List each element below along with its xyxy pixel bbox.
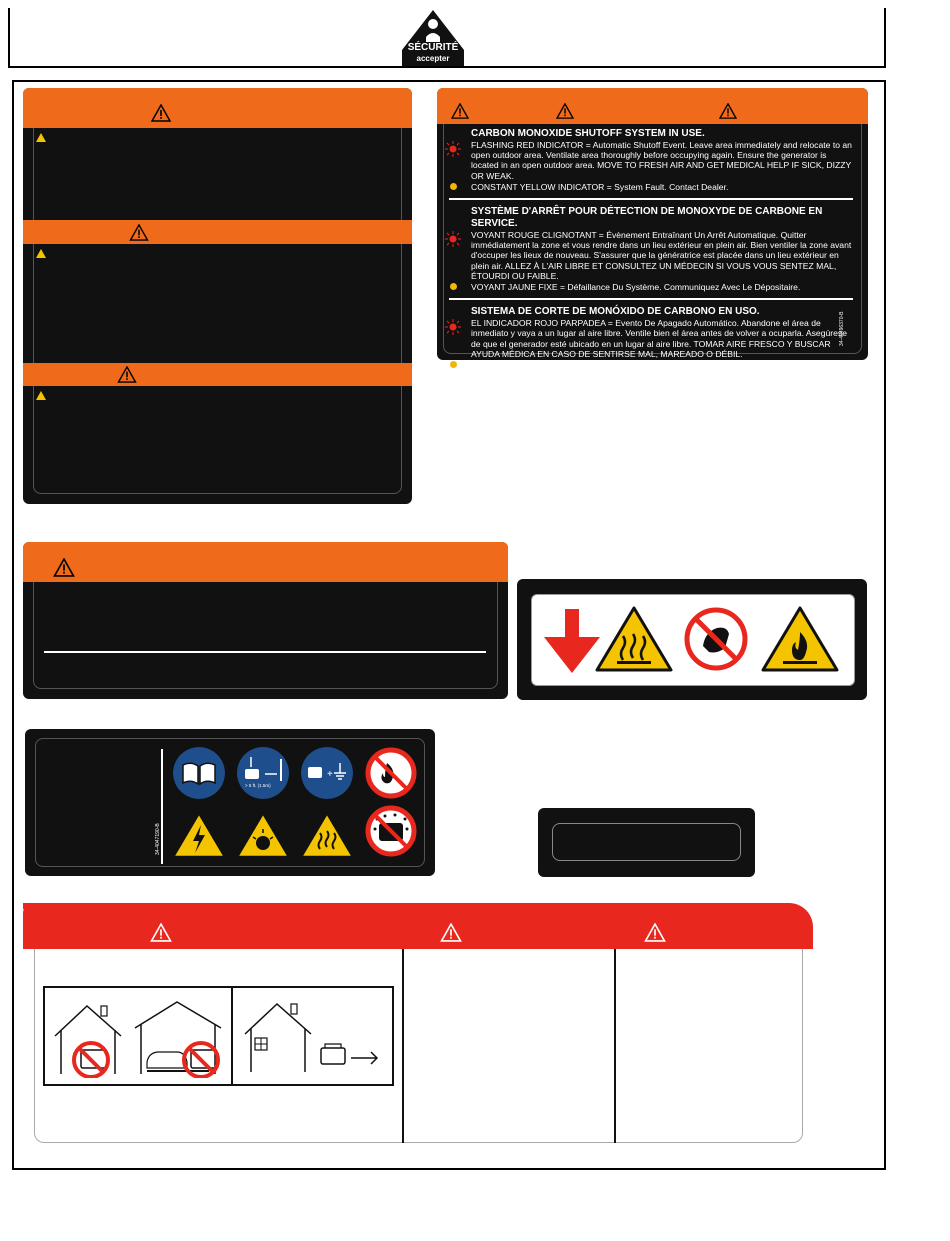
warning-triangle-icon	[117, 366, 137, 383]
danger-label	[23, 903, 813, 1151]
co-warning-banner	[437, 88, 868, 124]
co-title-en: CARBON MONOXIDE SHUTOFF SYSTEM IN USE.	[471, 128, 705, 139]
svg-text:+: +	[327, 769, 333, 780]
flashing-red-indicator-icon	[445, 141, 461, 157]
triple-warning-label	[23, 88, 412, 504]
read-manual-icon	[173, 747, 225, 799]
arrow-right-icon	[351, 1052, 377, 1064]
warning-banner-3	[23, 363, 412, 386]
ground-icon	[301, 747, 353, 799]
warning-triangle-icon	[150, 923, 172, 942]
flashing-red-indicator-icon	[445, 231, 461, 247]
flashing-red-indicator-icon	[445, 319, 461, 335]
small-warning-icon	[36, 391, 46, 400]
warning-triangle-icon	[556, 103, 574, 119]
explosion-icon	[235, 811, 291, 859]
outdoor-diagram	[241, 998, 391, 1078]
securite-badge	[402, 10, 464, 66]
small-warning-icon	[36, 133, 46, 142]
danger-banner	[23, 903, 813, 949]
wide-warning-label	[23, 542, 508, 699]
wide-warning-banner	[23, 542, 508, 582]
flammable-icon	[761, 606, 839, 672]
no-flame-icon	[365, 747, 417, 799]
co-yellow-text-en: CONSTANT YELLOW INDICATOR = System Fault. Contact Dealer.	[471, 181, 729, 192]
co-title-fr: SYSTÈME D'ARRÊT POUR DÉTECTION DE MONOXYDE DE CARBONE EN SERVICE.	[471, 206, 823, 230]
yellow-indicator-icon	[450, 361, 457, 368]
house-icon	[245, 1004, 311, 1072]
badge-title: SÉCURITÉ	[407, 42, 459, 53]
garage-icon	[135, 1002, 221, 1074]
co-title-es: SISTEMA DE CORTE DE MONÓXIDO DE CARBONO EN USO.	[471, 306, 760, 318]
pictogram-part-number: 34-4047190-B	[155, 823, 161, 855]
warning-triangle-icon	[129, 224, 149, 241]
co-red-text-fr: VOYANT ROUGE CLIGNOTANT = Évènement Entraînant Un Arrêt Automatique. Quitter immédiatement la zone et vous rendre dans un lieu extérieur en plein air. Bien ventiler la zone avant d'occuper les lieux de nouveau. S'assurer que la génératrice est placée dans un lieu extérieur en plein air. ALLEZ À L'AIR LIBRE ET CONSULTEZ UN MÉDECIN SI VOUS VOUS SENTEZ MAL, ÉTOURDI OU FAIBLE.	[471, 230, 852, 281]
no-indoor-diagram	[51, 998, 227, 1078]
warning-banner-1	[23, 88, 412, 128]
co-red-text-en: FLASHING RED INDICATOR = Automatic Shutoff Event. Leave area immediately and relocate to an open outdoor area. Ventilate area thoroughly before occupying again. Ensure the generator is located in an open outdoor area. MOVE TO FRESH AIR AND GET MEDICAL HELP IF SICK, DIZZY OR WEAK.	[471, 140, 852, 181]
pictogram-label	[25, 729, 435, 876]
co-part-number: 34-40496370-B	[839, 311, 845, 346]
no-wet-icon	[365, 805, 417, 857]
hot-surface-icon	[299, 811, 355, 859]
electric-shock-icon	[171, 811, 227, 859]
warning-triangle-icon	[53, 558, 75, 577]
co-yellow-text-es: INDICADOR AMARILLA DE CONTACTO = Falla Del Sistema. Comuníquese Con El Distribuidor.	[471, 360, 839, 371]
distance-text: > 5 ft. (1.5m)	[245, 783, 271, 788]
warning-triangle-icon	[451, 103, 469, 119]
warning-triangle-icon	[440, 923, 462, 942]
distance-icon	[237, 747, 289, 799]
section-divider	[449, 198, 853, 200]
hot-surface-icon	[595, 606, 673, 672]
placement-diagram	[43, 986, 394, 1086]
warning-triangle-icon	[644, 923, 666, 942]
warning-triangle-icon	[151, 104, 171, 122]
column-divider-2	[614, 949, 616, 1143]
co-shutoff-label	[437, 88, 868, 371]
co-text-block	[443, 128, 853, 370]
house-icon	[55, 1006, 121, 1074]
wide-label-divider	[44, 651, 486, 653]
generator-icon	[81, 1050, 217, 1068]
column-divider-1	[402, 949, 404, 1143]
warning-triangle-icon	[719, 103, 737, 119]
pictogram-divider	[161, 749, 163, 864]
small-warning-icon	[36, 249, 46, 258]
small-blank-label	[538, 808, 755, 877]
generator-icon	[321, 1044, 345, 1064]
warning-banner-2	[23, 220, 412, 244]
no-touch-icon	[683, 606, 749, 672]
hot-surface-label	[517, 579, 867, 700]
co-red-text-es: EL INDICADOR ROJO PARPADEA = Evento De Apagado Automático. Abandone el área de inmediato y vaya a un lugar al aire libre. Ventile bien el área antes de volver a ocuparla. Asegúrese de que el generador esté ubicado en un lugar al aire libre. TOMAR AIRE FRESCO Y BUSCAR AYUDA MÉDICA EN CASO DE SENTIRSE MAL, MAREADO O DÉBIL.	[471, 318, 847, 359]
distance-icon-wrap	[237, 747, 289, 799]
section-divider	[449, 298, 853, 300]
co-yellow-text-fr: VOYANT JAUNE FIXE = Défaillance Du Système. Communiquez Avec Le Dépositaire.	[471, 282, 801, 293]
down-arrow-icon	[544, 609, 600, 673]
yellow-indicator-icon	[450, 183, 457, 190]
badge-subtitle: accepter	[416, 54, 450, 63]
yellow-indicator-icon	[450, 283, 457, 290]
